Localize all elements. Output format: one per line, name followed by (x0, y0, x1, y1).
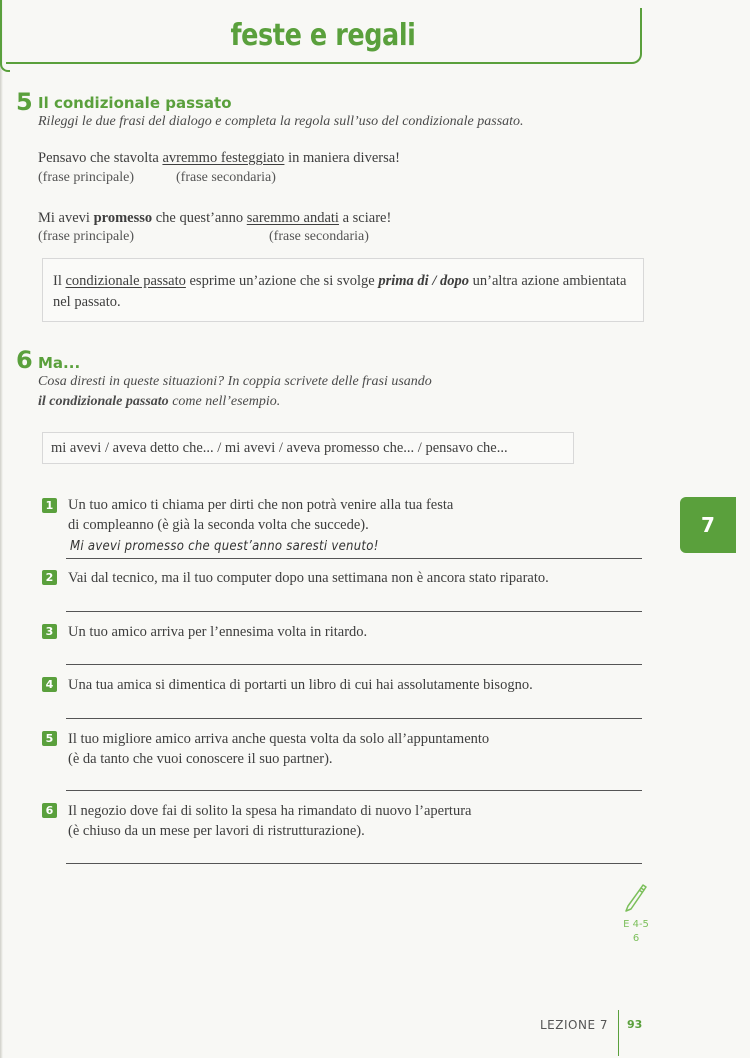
sentence-1-main-label: (frase principale) (38, 170, 134, 185)
item-4-text (68, 675, 533, 695)
item-3-text (68, 622, 367, 642)
item-1-badge: 1 (42, 498, 57, 513)
item-1-answer-line[interactable] (66, 558, 642, 559)
sentence-2-after: a sciare! (338, 210, 392, 226)
example-sentence-1 (38, 150, 400, 167)
rule-choice: prima di / dopo (378, 273, 469, 289)
section-6-instruction-line-1: Cosa diresti in queste situazioni? In coppia scrivete delle frasi usando (38, 374, 432, 389)
sentence-1-verb: avremmo festeggiato (162, 150, 285, 166)
section-5-number: 5 (16, 88, 33, 116)
item-5-line-1: Il tuo migliore amico arriva anche questa volta da solo all’appuntamento (68, 731, 490, 747)
rule-box (42, 258, 644, 322)
item-3-badge: 3 (42, 624, 57, 639)
item-6-line-1: Il negozio dove fai di solito la spesa ha rimandato di nuovo l’apertura (68, 803, 472, 819)
rule-middle: esprime un’azione che si svolge (185, 273, 379, 289)
item-1-line-2: di compleanno (è già la seconda volta che succede). (68, 517, 369, 533)
section-5-instruction (38, 112, 524, 132)
item-3-line-1: Un tuo amico arriva per l’ennesima volta in ritardo. (68, 624, 368, 640)
sentence-1-secondary-label: (frase secondaria) (176, 170, 276, 185)
item-5-badge: 5 (42, 731, 57, 746)
item-5-text (68, 729, 489, 769)
page-title: feste e regali (230, 18, 416, 53)
item-6-line-2: (è chiuso da un mese per lavori di ristrutturazione). (68, 823, 365, 839)
pencil-icon (620, 880, 648, 912)
chapter-tab: 7 (680, 497, 736, 553)
section-5-title: Il condizionale passato (38, 94, 232, 112)
exercise-ref-line-1: E 4-5 (623, 919, 649, 930)
page-number: 93 (627, 1018, 643, 1031)
item-1-handwritten-answer: Mi avevi promesso che quest’anno saresti venuto! (70, 539, 379, 554)
item-5-answer-line[interactable] (66, 790, 642, 791)
sentence-2-middle: che quest’anno (152, 210, 247, 226)
sentence-1-after: in maniera diversa! (284, 150, 400, 166)
section-6-title: Ma... (38, 354, 81, 372)
footer-lesson: LEZIONE 7 (540, 1018, 608, 1032)
phrase-list: mi avevi / aveva detto che... / mi avevi / aveva promesso che... / pensavo che... (51, 440, 508, 456)
section-6-number: 6 (16, 346, 33, 374)
instruction-bold: il condizionale passato (38, 394, 169, 409)
instruction-rest: come nell’esempio. (168, 394, 281, 409)
item-4-badge: 4 (42, 677, 57, 692)
rule-term: condizionale passato (65, 273, 186, 289)
section-5-instruction-text: Rileggi le due frasi del dialogo e completa la regola sull’uso del condizionale passato. (38, 114, 524, 129)
section-6-instruction-line-2 (38, 392, 432, 412)
rule-text (53, 271, 633, 313)
exercise-ref-line-2: 6 (632, 933, 640, 944)
sentence-2-bold: promesso (93, 210, 153, 226)
sentence-1-before: Pensavo che stavolta (38, 150, 163, 166)
item-2-line-1: Vai dal tecnico, ma il tuo computer dopo una settimana non è ancora stato riparato. (68, 570, 549, 586)
item-2-text (68, 568, 549, 588)
item-1-line-1: Un tuo amico ti chiama per dirti che non potrà venire alla tua festa (68, 497, 454, 513)
rule-prefix: Il (53, 273, 66, 289)
sentence-2-secondary-label: (frase secondaria) (269, 229, 369, 244)
item-4-answer-line[interactable] (66, 718, 642, 719)
item-2-badge: 2 (42, 570, 57, 585)
page-spine-shadow (0, 0, 3, 1058)
footer-separator (618, 1010, 619, 1056)
phrase-box (42, 432, 574, 464)
item-6-badge: 6 (42, 803, 57, 818)
sentence-2-main-label: (frase principale) (38, 229, 134, 244)
section-6-instruction (38, 372, 432, 412)
item-5-line-2: (è da tanto che vuoi conoscere il suo partner). (68, 751, 333, 767)
example-sentence-2 (38, 210, 391, 227)
item-6-answer-line[interactable] (66, 863, 642, 864)
rule-suffix: un’altra azione ambientata nel passato. (53, 273, 627, 310)
sentence-2-before: Mi avevi (38, 210, 94, 226)
exercise-reference (622, 918, 650, 946)
item-3-answer-line[interactable] (66, 664, 642, 665)
item-4-line-1: Una tua amica si dimentica di portarti un libro di cui hai assolutamente bisogno. (68, 677, 533, 693)
sentence-2-verb: saremmo andati (246, 210, 339, 226)
item-6-text (68, 801, 471, 841)
item-1-text (68, 495, 453, 535)
item-2-answer-line[interactable] (66, 611, 642, 612)
